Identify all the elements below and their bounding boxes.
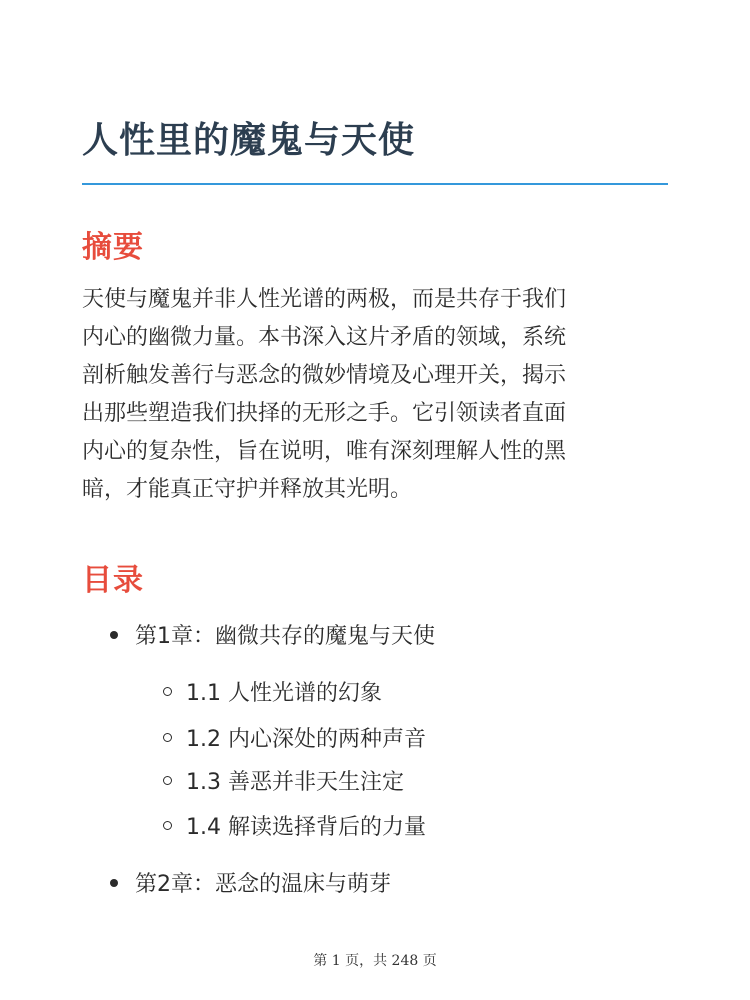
toc-heading: 目录 [82,563,144,598]
abstract-line: 天使与魔鬼并非人性光谱的两极，而是共存于我们 [82,287,567,312]
abstract-line: 内心的复杂性，旨在说明，唯有深刻理解人性的黑 [82,439,567,464]
toc-section-label: 1.1 人性光谱的幻象 [186,681,382,706]
bullet-circle-icon [163,733,172,742]
toc-chapter-label: 第1章：幽微共存的魔鬼与天使 [135,624,435,649]
page-number-footer: 第 1 页，共 248 页 [313,953,437,969]
toc-section-1-1[interactable] [163,676,382,707]
abstract-line: 内心的幽微力量。本书深入这片矛盾的领域，系统 [82,325,567,350]
bullet-disc-icon [110,631,118,639]
bullet-circle-icon [163,776,172,785]
toc-chapter-label: 第2章：恶念的温床与萌芽 [135,872,391,897]
toc-chapter-1[interactable] [110,619,435,650]
bullet-circle-icon [163,687,172,696]
bullet-disc-icon [110,879,118,887]
toc-section-label: 1.3 善恶并非天生注定 [186,770,404,795]
abstract-paragraph [82,281,682,509]
abstract-heading: 摘要 [82,230,144,265]
toc-section-label: 1.4 解读选择背后的力量 [186,815,426,840]
toc-section-1-4[interactable] [163,810,426,841]
abstract-line: 剖析触发善行与恶念的微妙情境及心理开关，揭示 [82,363,567,388]
toc-chapter-2[interactable] [110,867,391,898]
title-divider [82,183,668,185]
bullet-circle-icon [163,821,172,830]
abstract-line: 出那些塑造我们抉择的无形之手。它引领读者直面 [82,401,567,426]
document-title: 人性里的魔鬼与天使 [82,120,416,161]
abstract-line: 暗，才能真正守护并释放其光明。 [82,477,413,502]
toc-section-label: 1.2 内心深处的两种声音 [186,727,426,752]
toc-section-1-3[interactable] [163,765,404,796]
toc-section-1-2[interactable] [163,722,426,753]
